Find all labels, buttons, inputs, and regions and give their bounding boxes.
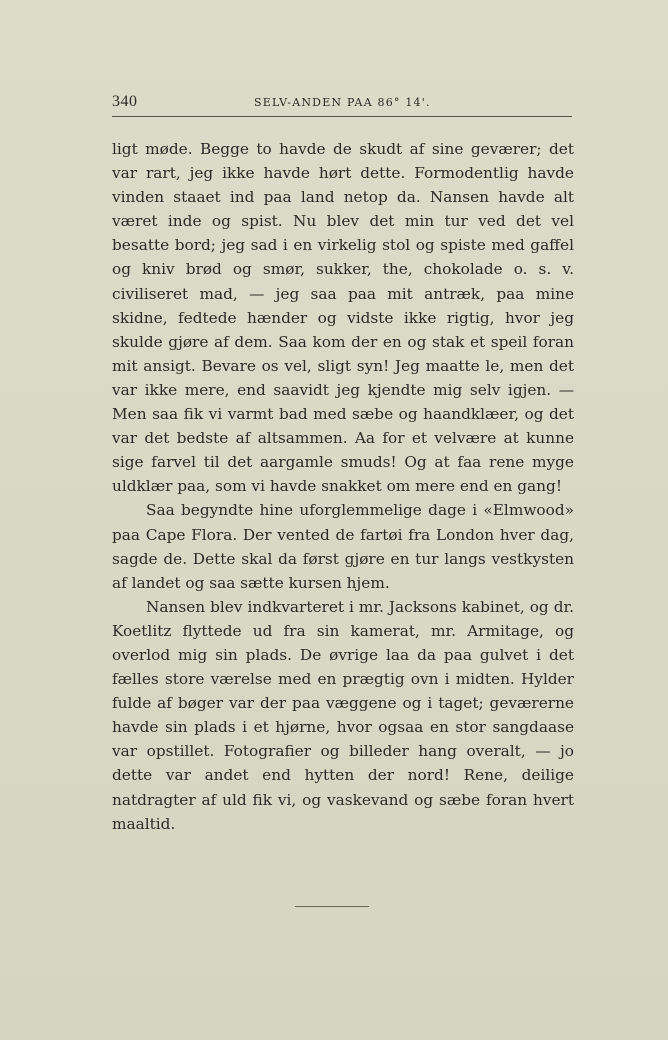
header-rule bbox=[112, 116, 572, 117]
paragraph-quarters: Nansen blev indkvarteret i mr. Jacksons kabinet, og dr. Koetlitz flyttede ud fra sin kamerat, mr. Armitage, og overlod mig sin plads. De øvrige laa da paa gulvet i det fælles store værelse med en prægtig ovn i midten. Hylder fulde af bøger var der paa væggene og i taget; geværerne havde sin plads i et hjørne, hvor ogsaa en stor sangdaase var opstillet. Fotografier og billeder hang overalt, — jo dette var andet end hytten der nord! Rene, deilige natdragter af uld fik vi, og vaskevand og sæbe foran hvert maaltid. bbox=[112, 597, 574, 833]
paragraph-continued: ligt møde. Begge to havde de skudt af sine geværer; det var rart, jeg ikke havde hørt dette. Formodentlig havde vinden staaet ind paa land netop da. Nansen havde alt været inde og spist. Nu blev det min tur ved det vel besatte bord; jeg sad i en virkelig stol og spiste med gaffel og kniv brød og smør, sukker, the, chokolade o. s. v. civiliseret mad, — jeg saa paa mit antræk, paa mine skidne, fedtede hænder og vidste ikke rigtig, hvor jeg skulde gjøre af dem. Saa kom der en og stak et speil foran mit ansigt. Bevare os vel, sligt syn! Jeg maatte le, men det var ikke mere, end saavidt jeg kjendte mig selv igjen. — Men saa fik vi varmt bad med sæbe og haandklæer, og det var det bedste af altsammen. Aa for et velvære at kunne sige farvel til det aargamle smuds! Og at faa rene myge uldklær paa, som vi havde snakket om mere end en gang! bbox=[112, 140, 574, 496]
running-title: SELV-ANDEN PAA 86° 14'. bbox=[254, 96, 431, 109]
footer-rule bbox=[295, 906, 369, 907]
page-header bbox=[112, 93, 572, 117]
paragraph-elmwood: Saa begyndte hine uforglemmelige dage i «Elmwood» paa Cape Flora. Der vented de fartøi fra London hver dag, sagde de. Dette skal da først gjøre en tur langs vestkysten af landet og saa sætte kursen hjem. bbox=[112, 501, 574, 592]
body-text bbox=[112, 137, 574, 836]
page-number: 340 bbox=[112, 93, 138, 110]
